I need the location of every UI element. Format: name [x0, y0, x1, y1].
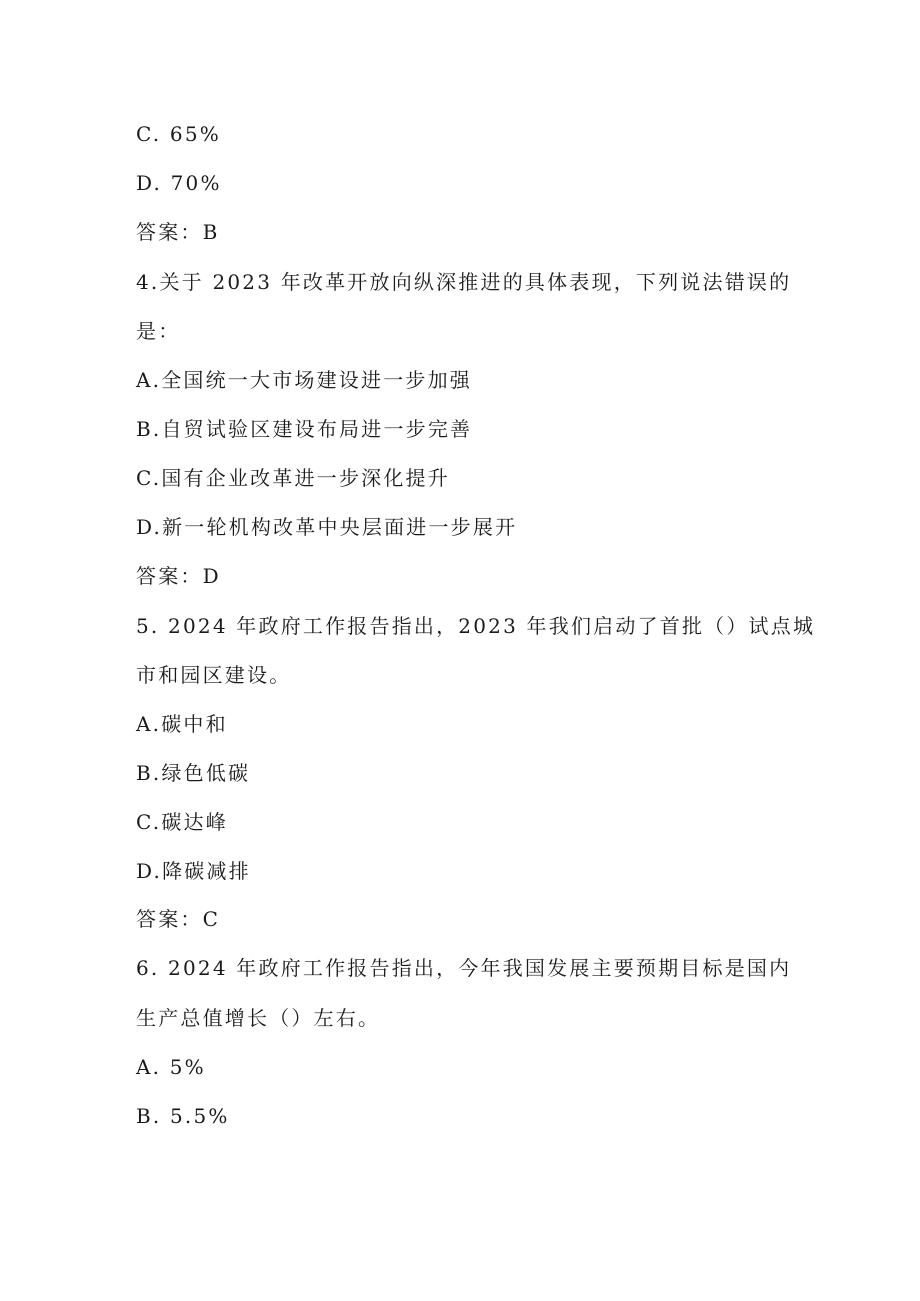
option-c-q5: C.碳达峰: [136, 810, 228, 834]
option-b-q5: B.绿色低碳: [136, 761, 251, 785]
option-b-q6: B. 5.5%: [136, 1104, 230, 1128]
question-4-line-2: 是：: [136, 319, 181, 343]
answer-q4: 答案：D: [136, 564, 221, 588]
option-a-q5: A.碳中和: [136, 712, 228, 736]
option-a-q4: A.全国统一大市场建设进一步加强: [136, 368, 473, 392]
option-a-q6: A. 5%: [136, 1055, 206, 1079]
option-d-q3: D. 70%: [136, 171, 222, 195]
question-5-line-1: 5. 2024 年政府工作报告指出，2023 年我们启动了首批（）试点城: [136, 614, 816, 638]
question-4-line-1: 4.关于 2023 年改革开放向纵深推进的具体表现，下列说法错误的: [136, 270, 792, 294]
option-d-q5: D.降碳减排: [136, 859, 251, 883]
question-5-line-2: 市和园区建设。: [136, 663, 292, 687]
question-6-line-2: 生产总值增长（）左右。: [136, 1006, 381, 1030]
option-c-q3: C. 65%: [136, 122, 221, 146]
question-6-line-1: 6. 2024 年政府工作报告指出，今年我国发展主要预期目标是国内: [136, 956, 792, 980]
option-c-q4: C.国有企业改革进一步深化提升: [136, 466, 450, 490]
option-b-q4: B.自贸试验区建设布局进一步完善: [136, 417, 473, 441]
answer-q3: 答案：B: [136, 220, 220, 244]
answer-q5: 答案：C: [136, 907, 221, 931]
option-d-q4: D.新一轮机构改革中央层面进一步展开: [136, 515, 518, 539]
